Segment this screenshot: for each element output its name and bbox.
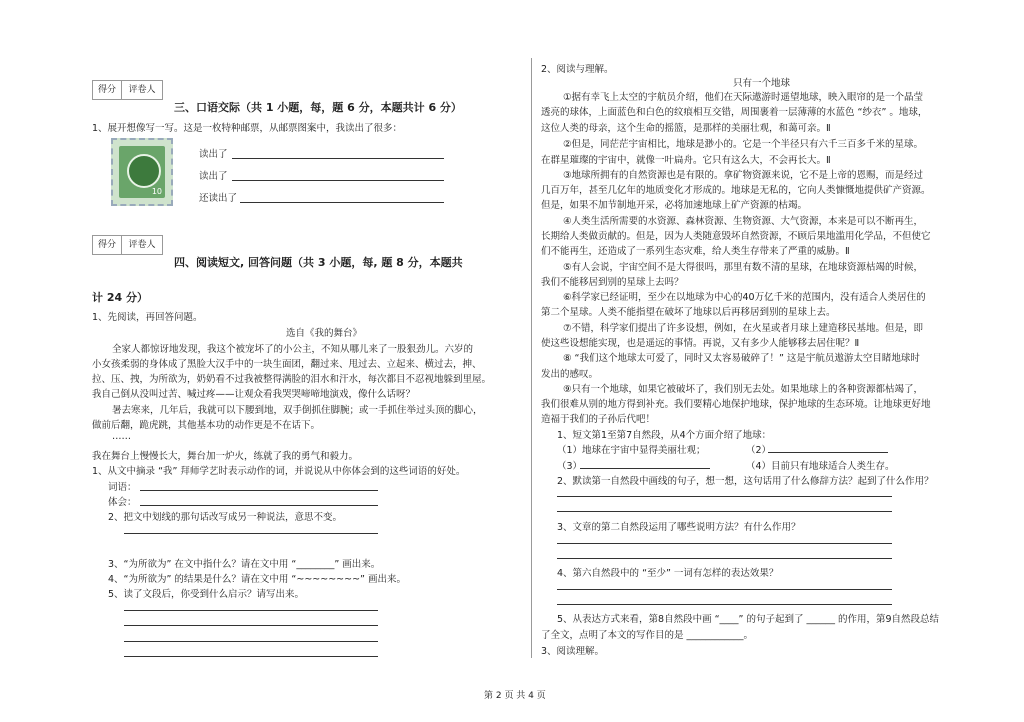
answer-line[interactable]: [580, 468, 710, 469]
passage-line: 我在舞台上慢慢长大，舞台加一炉火，练就了我的勇气和毅力。: [92, 451, 359, 462]
answer-line[interactable]: [140, 505, 378, 506]
q4-text-a: 4、“为所欲为” 的结果是什么？请在文中用 “: [108, 574, 297, 585]
score-box-section-3: [92, 80, 163, 100]
article-line: 几百万年，甚至几亿年的地质变化才形成的。地球是无私的，它向人类慷慨地提供矿产资源。: [541, 185, 931, 196]
score-label: 得分: [93, 81, 122, 99]
article-title: 只有一个地球: [733, 78, 791, 89]
article-line: 我们不能移居到别的星球上去吗？: [541, 277, 684, 288]
section-4-title-cont: 计 24 分）: [92, 291, 148, 304]
answer-line[interactable]: [232, 180, 444, 181]
words-label: 词语：: [108, 482, 137, 493]
article-line: 在群星璀璨的宇宙中，就像一叶扁舟。它只有这么大，不会再长大。Ⅱ: [541, 155, 831, 166]
answer-line[interactable]: [124, 533, 378, 534]
article-line: ⑨只有一个地球，如果它被破坏了，我们别无去处。如果地球上的各种资源都枯竭了，: [563, 384, 924, 395]
reading-intro: 1、先阅读，再回答问题。: [92, 312, 203, 323]
article-line: ②但是，同茫茫宇宙相比，地球是渺小的。它是一个半径只有六千三百多千米的星球。: [563, 139, 924, 150]
article-line: 第二个星球。人类不能指望在破坏了地球以后再移居到别的星球上去。: [541, 307, 836, 318]
right-question-3: 3、文章的第二自然段运用了哪些说明方法？有什么作用？: [557, 522, 801, 533]
right-question-2: 2、默读第一自然段中画线的句子，想一想，这句话用了什么修辞方法？起到了什么作用？: [557, 476, 934, 487]
article-line: 透亮的球体，上面蓝色和白色的纹痕相互交错，周围裹着一层薄薄的水蓝色 “纱衣” 。地球，: [541, 107, 928, 118]
right-question-1: 1、短文第1至第7自然段，从4个方面介绍了地球：: [557, 430, 772, 441]
article-line: 长期给人类做贡献的。但是，因为人类随意毁坏自然资源，不顾后果地滥用化学品，不但使它: [541, 231, 931, 242]
answer-line[interactable]: [124, 656, 378, 657]
answer-line[interactable]: [557, 589, 892, 590]
answer-line[interactable]: [124, 610, 378, 611]
column-divider: [531, 58, 532, 658]
passage-line: 暑去寒来，几年后，我就可以下腰到地，双手倒抓住脚腕；或一手抓住举过头顶的脚心，: [112, 405, 483, 416]
right-intro: 2、阅读与理解。: [541, 64, 614, 75]
article-line: ⑧ “我们这个地球太可爱了，同时又太容易破碎了！” 这是宇航员遨游太空目睹地球时: [563, 353, 920, 364]
passage-line: 全家人都惊讶地发现，我这个被宠坏了的小公主，不知从哪儿来了一股狠劲儿。六岁的: [112, 344, 474, 355]
answer-line[interactable]: [557, 496, 892, 497]
stamp-inner: [119, 146, 165, 198]
q1-item-2: （2）: [746, 445, 772, 456]
score-label: 得分: [93, 236, 122, 254]
answer-line[interactable]: [124, 641, 378, 642]
stamp-value: 10: [151, 187, 162, 196]
left-question-1: 1、从文中摘录 “我” 拜师学艺时表示动作的词，并说说从中你体会到的这些词语的好处。: [92, 466, 466, 477]
right-question-6: 3、阅读理解。: [541, 646, 605, 657]
right-question-4: 4、第六自然段中的 “至少” 一词有怎样的表达效果？: [557, 568, 779, 579]
article-line: 造福于我们的子孙后代吧！: [541, 414, 656, 425]
page-footer: 第 2 页 共 4 页: [484, 691, 546, 701]
q4-text-b: ” 画出来。: [360, 574, 406, 585]
article-line: 我们很难从别的地方得到补充。我们要精心地保护地球，保护地球的生态环境。让地球更好地: [541, 399, 931, 410]
wavy-mark: ~~~~~~~~: [296, 574, 361, 585]
article-line: ⑥科学家已经证明，至少在以地球为中心的40万亿千米的范围内，没有适合人类居住的: [563, 292, 926, 303]
article-line: ⑤有人会说，宇宙空间不是大得很吗，那里有数不清的星球，在地球资源枯竭的时候，: [563, 262, 924, 273]
passage-line: 做前后翻，跪虎跳，其他基本功的动作更是不在话下。: [92, 420, 321, 431]
score-box-section-4: [92, 235, 163, 255]
answer-line[interactable]: [768, 452, 888, 453]
answer-line[interactable]: [557, 511, 892, 512]
article-line: 发出的感叹。: [541, 369, 599, 380]
article-line: ④人类生活所需要的水资源、森林资源、生物资源、大气资源，本来是可以不断再生，: [563, 216, 924, 227]
question-1: 1、展开想像写一写。这是一枚特种邮票，从邮票图案中，我读出了很多：: [92, 123, 403, 134]
grader-label: 评卷人: [128, 240, 156, 250]
tree-icon: [127, 154, 161, 188]
article-line: ③地球所拥有的自然资源也是有限的。拿矿物资源来说，它不是上帝的恩赐，而是经过: [563, 170, 924, 181]
left-question-3: 3、“为所欲为” 在文中指什么？请在文中用 “________” 画出来。: [108, 559, 381, 570]
feeling-label: 体会：: [108, 497, 137, 508]
answer-line[interactable]: [557, 543, 892, 544]
right-question-5-cont: 了全文，点明了本文的写作目的是 ____________。: [541, 630, 754, 641]
grader-label: 评卷人: [128, 85, 156, 95]
article-line: ⑦不错，科学家们提出了许多设想，例如，在火星或者月球上建造移民基地。但是，即: [563, 323, 924, 334]
passage-line: 我自己倒从没叫过苦、喊过疼——让观众看我哭哭啼啼地演戏，像什么话呀？: [92, 389, 416, 400]
answer-line[interactable]: [557, 558, 892, 559]
answer-line[interactable]: [140, 490, 378, 491]
passage-title: 选自《我的舞台》: [286, 328, 363, 339]
left-question-5: 5、读了文段后，你受到什么启示？请写出来。: [108, 589, 305, 600]
passage-line: 小女孩柔弱的身体成了黑脸大汉手中的一块生面团，翻过来、甩过去、立起来、横过去，抻、: [92, 359, 482, 370]
article-line: 们不能再生，还造成了一系列生态灾难，给人类生存带来了严重的威胁。Ⅱ: [541, 246, 850, 257]
passage-line: 拉、压、拽，为所欲为，奶奶看不过我被整得满脸的泪水和汗水，每次都目不忍视地躲到里屋。: [92, 374, 492, 385]
read-label-2: 读出了: [199, 171, 228, 182]
stamp-image: [111, 138, 173, 206]
left-question-4: [108, 571, 406, 585]
article-line: 使这些设想能实现，也是遥远的事情。再说，又有多少人能够移去居住呢？Ⅱ: [541, 338, 860, 349]
read-label-1: 读出了: [199, 149, 228, 160]
answer-line[interactable]: [557, 604, 892, 605]
answer-line[interactable]: [232, 158, 444, 159]
ellipsis: ……: [112, 431, 131, 442]
left-question-2: 2、把文中划线的那句话改写成另一种说法，意思不变。: [108, 512, 343, 523]
right-question-5: 5、从表达方式来看，第8自然段中画 “____” 的句子起到了 ______ 的作用，第9自然段总结: [557, 614, 940, 625]
q1-item-4: （4）目前只有地球适合人类生存。: [746, 461, 895, 472]
read-label-3: 还读出了: [199, 193, 238, 204]
article-line: 但是，如果不加节制地开采，必将加速地球上矿产资源的枯竭。: [541, 200, 808, 211]
article-line: ①据有幸飞上太空的宇航员介绍，他们在天际遨游时遥望地球，映入眼帘的是一个晶莹: [563, 92, 924, 103]
section-4-title: 四、阅读短文, 回答问题（共 3 小题，每, 题 8 分，本题共: [174, 256, 463, 269]
answer-line[interactable]: [240, 202, 444, 203]
section-3-title: 三、口语交际（共 1 小题，每，题 6 分，本题共计 6 分）: [174, 101, 462, 114]
article-line: 这位人类的母亲，这个生命的摇篮，是那样的美丽壮观，和蔼可亲。Ⅱ: [541, 123, 831, 134]
q1-item-3: （3）: [557, 461, 583, 472]
answer-line[interactable]: [124, 625, 378, 626]
q1-item-1: （1）地球在宇宙中显得美丽壮观；: [557, 445, 706, 456]
